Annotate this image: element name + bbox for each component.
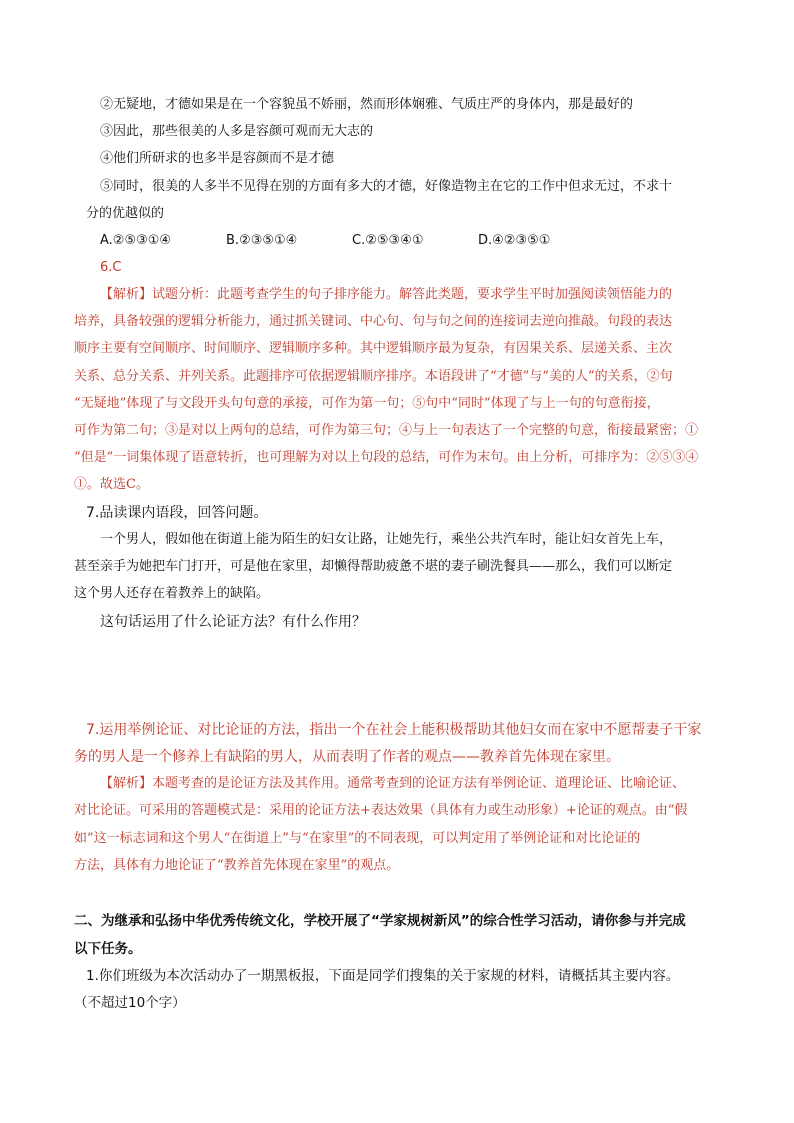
question-7-prompt: 7.品读课内语段，回答问题。 — [86, 505, 268, 521]
answer-7-line-2: 务的男人是一个修养上有缺陷的男人，从而表明了作者的观点——教养首先体现在家里。 — [74, 749, 620, 765]
question-7-question: 这句话运用了什么论证方法？有什么作用？ — [100, 614, 366, 630]
analysis-7-line-3: 如”这一标志词和这个男人“在街道上”与“在家里”的不同表现，可以判定用了举例论证和对比论证的 — [74, 831, 641, 846]
option-d: D.④②③⑤① — [478, 233, 551, 248]
analysis-7-line-4: 方法，具体有力地论证了“教养首先体现在家里”的观点。 — [74, 858, 400, 873]
passage-line-2: 甚至亲手为她把车门打开，可是他在家里，却懒得帮助疲惫不堪的妻子刷洗餐具——那么，我们可以断定 — [74, 559, 673, 574]
analysis-6-line-7: “但是”一词集体现了语意转折，也可理解为对以上句段的总结，可作为末句。由上分析，可排序为：②⑤③④ — [74, 450, 699, 465]
analysis-6-line-1: 【解析】试题分析：此题考查学生的句子排序能力。解答此类题，要求学生平时加强阅读领悟能力的 — [100, 287, 673, 302]
sentence-5: ⑤同时，很美的人多半不见得在别的方面有多大的才德，好像造物主在它的工作中但求无过，不求十 — [100, 179, 673, 194]
option-c: C.②⑤③④① — [352, 233, 424, 248]
analysis-6-line-2: 培养，具备较强的逻辑分析能力，通过抓关键词、中心句、句与句之间的连接词去逆向推敲。句段的表达 — [74, 314, 673, 329]
sentence-2: ②无疑地，才德如果是在一个容貌虽不娇丽，然而形体娴雅、气质庄严的身体内，那是最好的 — [100, 97, 634, 112]
analysis-6-line-6: 可作为第二句；③是对以上两句的总结，可作为第三句；④与上一句表达了一个完整的句意，衔接最紧密；① — [74, 423, 699, 438]
option-b: B.②③⑤①④ — [226, 233, 298, 248]
answer-6: 6.C — [100, 260, 122, 275]
task-1-line-1: 1.你们班级为本次活动办了一期黑板报，下面是同学们搜集的关于家规的材料，请概括其主要内容。 — [86, 968, 680, 984]
passage-line-3: 这个男人还存在着教养上的缺陷。 — [74, 586, 270, 601]
analysis-6-line-4: 关系、总分关系、并列关系。此题排序可依据逻辑顺序排序。本语段讲了“才德”与“美的人”的关系，②句 — [74, 369, 673, 384]
passage-line-1: 一个男人，假如他在街道上能为陌生的妇女让路，让她先行，乘坐公共汽车时，能让妇女首先上车， — [100, 532, 673, 547]
analysis-6-line-5: “无疑地”体现了与文段开头句句意的承接，可作为第一句；⑤句中“同时”体现了与上一句的句意衔接， — [74, 396, 660, 411]
section-2-heading-line-1: 二、为继承和弘扬中华优秀传统文化，学校开展了“学家规树新风”的综合性学习活动，请你参与并完成 — [74, 913, 686, 929]
task-1-line-2: （不超过10个字） — [74, 995, 186, 1011]
analysis-7-line-1: 【解析】本题考查的是论证方法及其作用。通常考查到的论证方法有举例论证、道理论证、比喻论证、 — [100, 776, 686, 791]
analysis-6-line-3: 顺序主要有空间顺序、时间顺序、逻辑顺序多种。其中逻辑顺序最为复杂，有因果关系、层递关系、主次 — [74, 341, 673, 356]
sentence-3: ③因此，那些很美的人多是容颜可观而无大志的 — [100, 124, 374, 139]
sentence-5-cont: 分的优越似的 — [86, 206, 165, 221]
analysis-7-line-2: 对比论证。可采用的答题模式是：采用的论证方法+表达效果（具体有力或生动形象）+论证的观点。由“假 — [74, 803, 688, 818]
analysis-6-line-8: ①。故选C。 — [74, 477, 149, 492]
option-a: A.②⑤③①④ — [100, 233, 172, 248]
section-2-heading-line-2: 以下任务。 — [74, 941, 142, 957]
sentence-4: ④他们所研求的也多半是容颜而不是才德 — [100, 151, 335, 166]
answer-7-line-1: 7.运用举例论证、对比论证的方法，指出一个在社会上能积极帮助其他妇女而在家中不愿帮妻子干家 — [86, 722, 702, 738]
